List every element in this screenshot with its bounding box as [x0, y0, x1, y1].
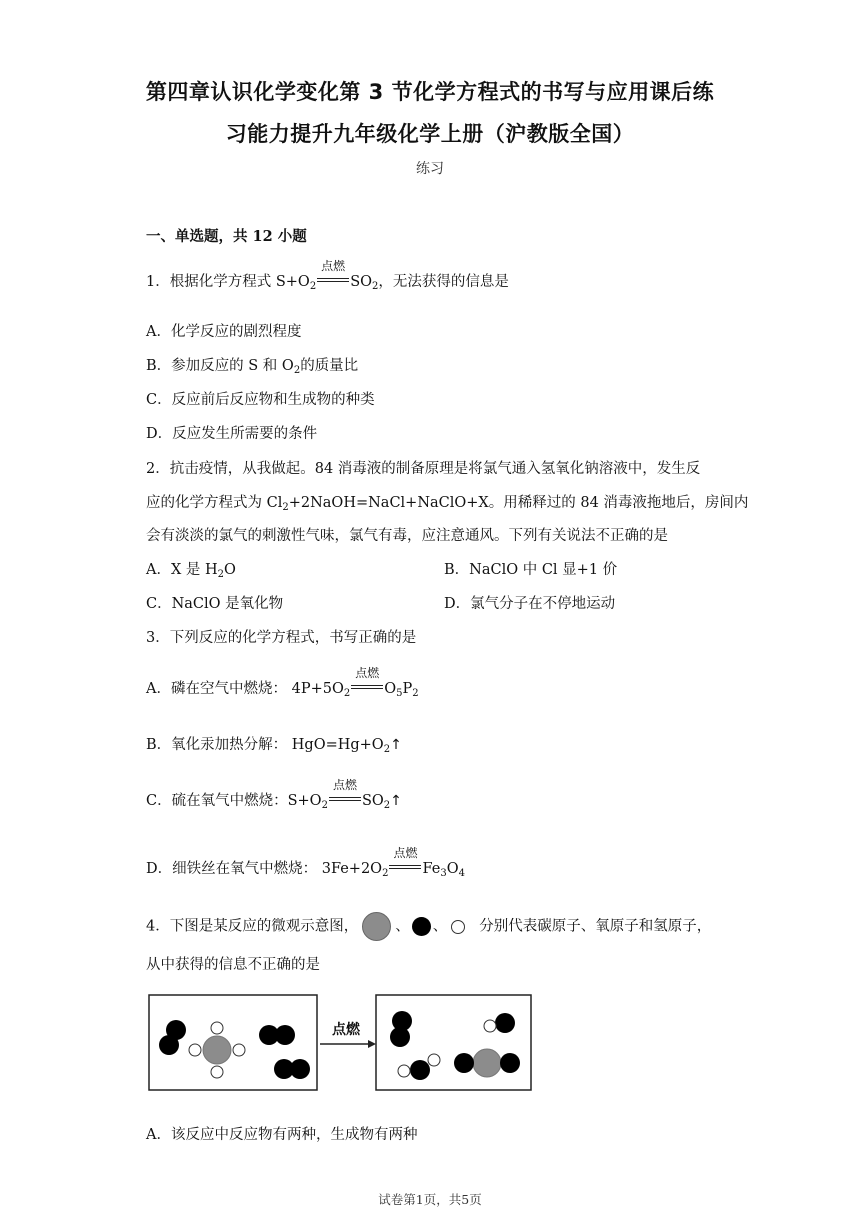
question-2-stem-line-1: 2．抗击疫情，从我做起。84 消毒液的制备原理是将氯气通入氢氧化钠溶液中，发生反 — [146, 461, 701, 477]
reactant-o2-molecule — [259, 1025, 295, 1045]
product-o2-molecule — [390, 1011, 412, 1047]
reaction-micro-diagram — [146, 990, 536, 1094]
reaction-arrow-icon — [320, 1040, 376, 1048]
question-2-stem-line-2: 应的化学方程式为 $Cl_2+2NaOH=NaCl+NaClO+X$。用稀释过的 84 消毒液拖地后，房间内 — [146, 495, 749, 513]
question-4-stem: 4．下图是某反应的微观示意图， 、 、 分别代表碳原子、氧原子和氢原子， — [146, 912, 711, 941]
hydrogen-atom-icon — [451, 920, 465, 934]
page-footer: 试卷第1页，共5页 — [378, 1192, 482, 1207]
question-2-option-c: C．NaClO 是氧化物 — [146, 596, 284, 612]
reactant-ch4-molecule — [189, 1022, 245, 1078]
page-title-line-2: 习能力提升九年级化学上册（沪教版全国） — [225, 122, 635, 146]
product-h2o-molecule — [484, 1013, 515, 1033]
question-3-option-b: B．氧化汞加热分解： $HgO=Hg+O_2↑$ — [146, 737, 402, 755]
question-2-option-a: A．X 是 $H_2O$ — [146, 562, 236, 580]
reaction-condition-mark: 点燃 — [317, 275, 349, 285]
oxygen-atom-icon — [412, 917, 431, 936]
question-3-option-c: C．硫在氧气中燃烧：$S+O_2$ 点燃 $SO_2↑$ — [146, 778, 402, 811]
question-2-option-d: D．氯气分子在不停地运动 — [444, 596, 616, 612]
product-co2-molecule — [454, 1049, 520, 1077]
question-2-stem-line-3: 会有淡淡的氯气的刺激性气味，氯气有毒，应注意通风。下列有关说法不正确的是 — [146, 528, 668, 544]
diagram-condition-label: 点燃 — [332, 1022, 360, 1038]
reaction-condition-mark: 点燃 — [329, 794, 361, 804]
gas-arrow-icon: ↑ — [390, 793, 402, 809]
product-h2o-molecule — [398, 1054, 440, 1080]
question-1-option-c: C．反应前后反应物和生成物的种类 — [146, 392, 375, 408]
question-3-stem: 3．下列反应的化学方程式，书写正确的是 — [146, 630, 417, 646]
question-3-option-d: D．细铁丝在氧气中燃烧： $3Fe+2O_2$ 点燃 $Fe_3O_4$ — [146, 846, 465, 879]
page-title-line-1: 第四章认识化学变化第 3 节化学方程式的书写与应用课后练 — [145, 80, 715, 104]
reaction-condition-mark: 点燃 — [351, 682, 383, 692]
question-4-stem-line-2: 从中获得的信息不正确的是 — [146, 957, 320, 973]
question-1-stem: 1．根据化学方程式 $S+O_2$ 点燃 $SO_2$，无法获得的信息是 — [146, 259, 509, 292]
reactant-o2-molecule — [274, 1059, 310, 1079]
question-3-option-a: A．磷在空气中燃烧： $4P+5O_2$ 点燃 $O_5P_2$ — [146, 666, 419, 699]
gas-arrow-icon: ↑ — [390, 737, 402, 753]
carbon-atom-icon — [362, 912, 391, 941]
section-heading: 一、单选题，共 12 小题 — [146, 228, 307, 245]
page-subtitle: 练习 — [416, 161, 444, 177]
question-4-option-a: A．该反应中反应物有两种，生成物有两种 — [146, 1127, 418, 1143]
reaction-condition-mark: 点燃 — [389, 862, 421, 872]
question-2-option-b: B．NaClO 中 Cl 显+1 价 — [444, 562, 618, 578]
reactant-o2-molecule — [159, 1020, 186, 1055]
question-1-option-d: D．反应发生所需要的条件 — [146, 426, 318, 442]
question-1-option-b: B．参加反应的 S 和 $O_2$的质量比 — [146, 358, 359, 376]
question-1-option-a: A．化学反应的剧烈程度 — [146, 324, 302, 340]
